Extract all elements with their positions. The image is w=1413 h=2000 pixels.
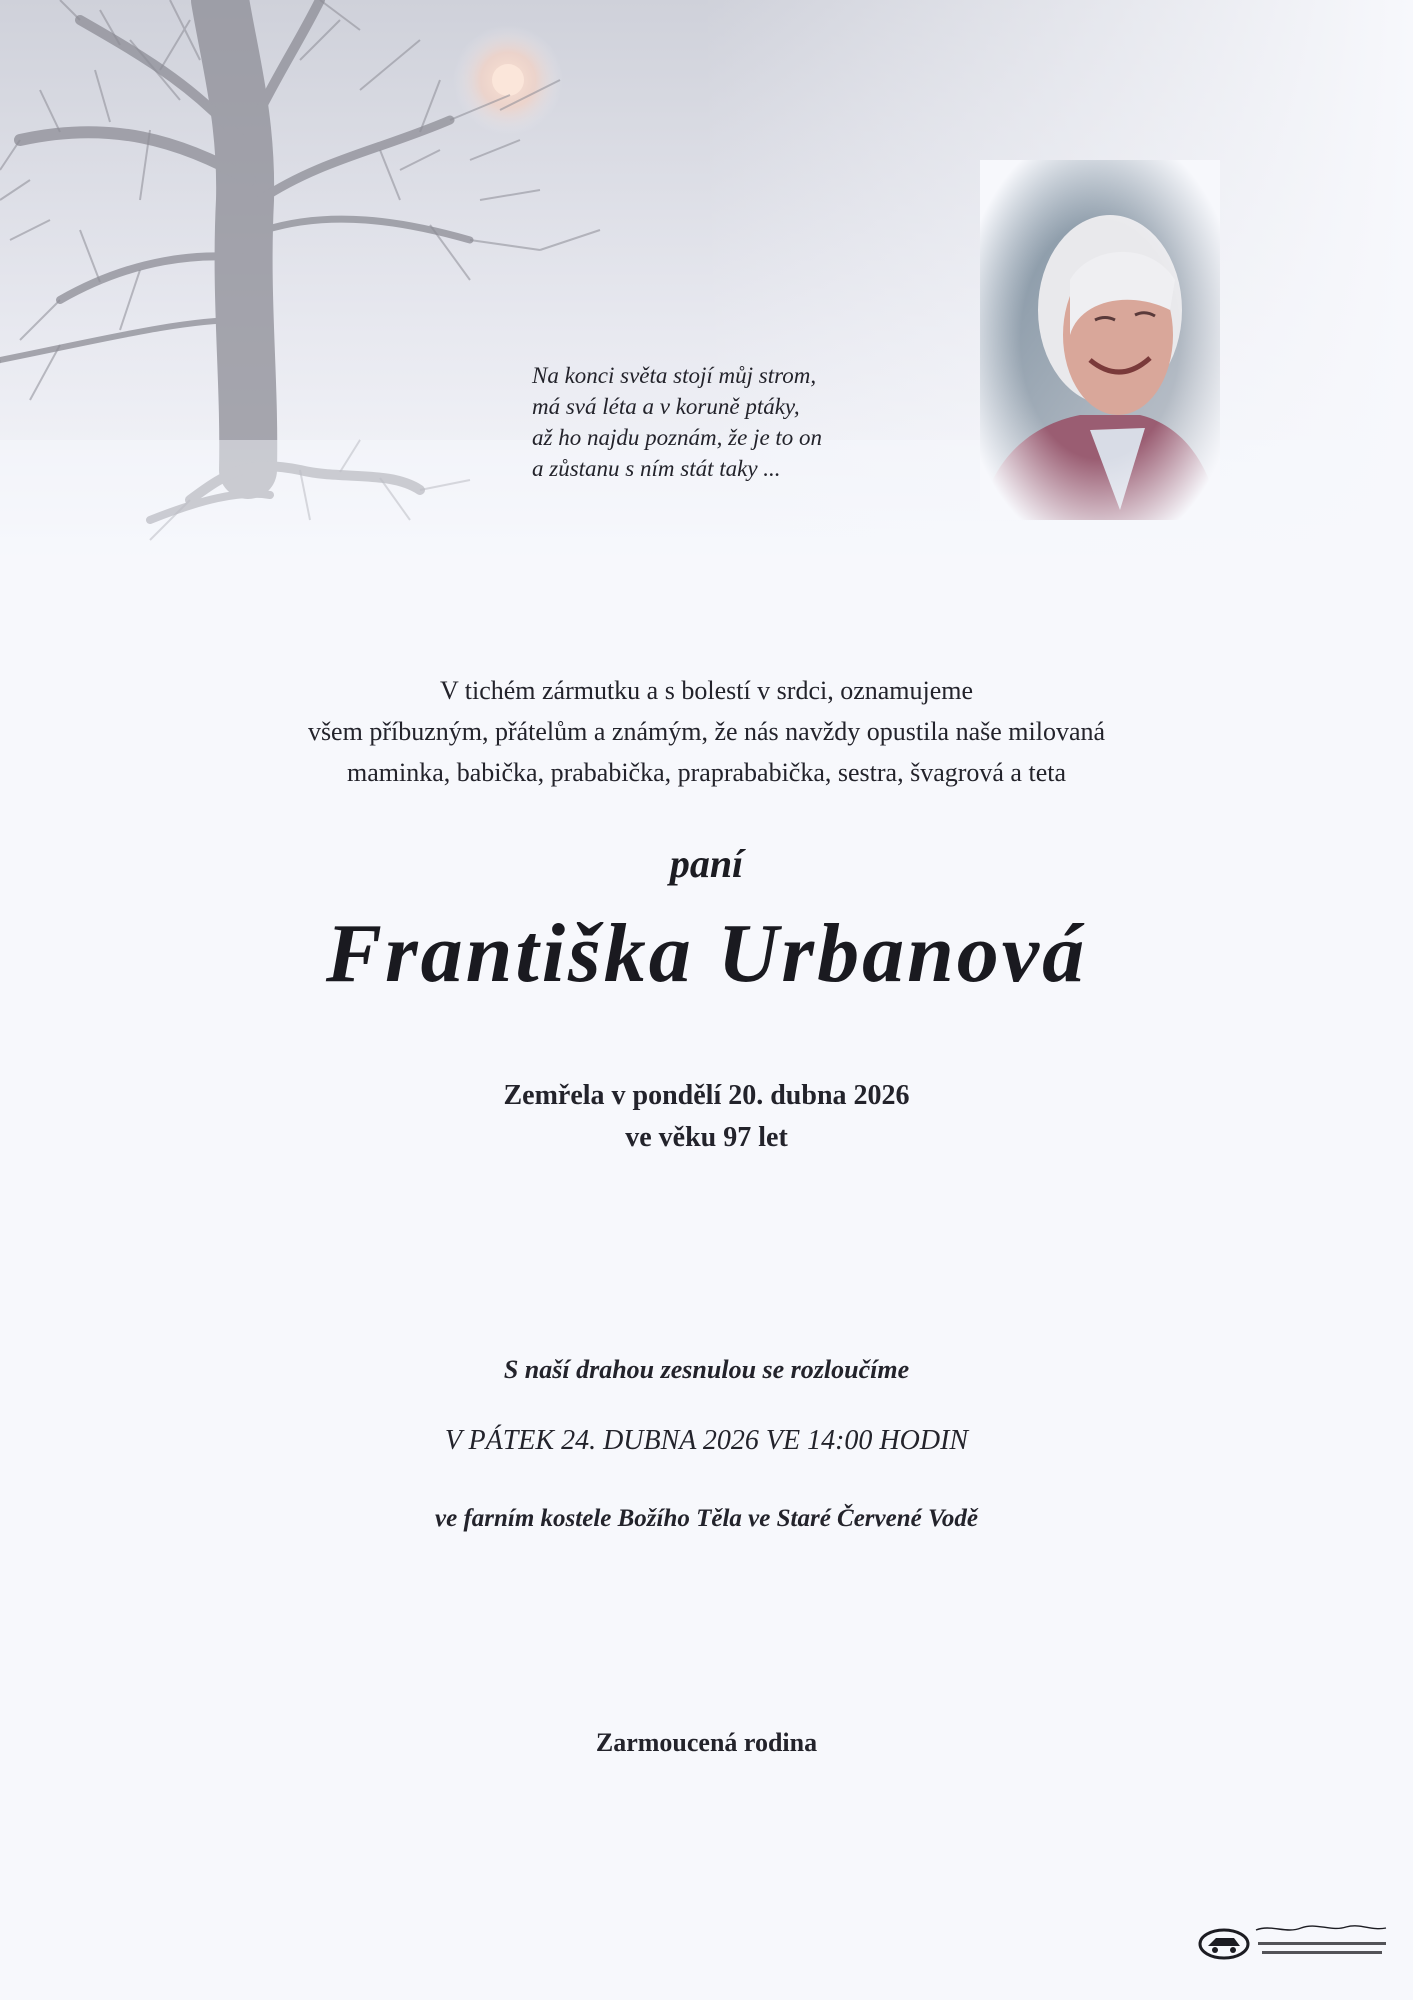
farewell-intro: S naší drahou zesnulou se rozloučíme <box>503 1355 910 1384</box>
announcement-line: V tichém zármutku a s bolestí v srdci, oznamujeme <box>439 676 974 705</box>
poem <box>532 360 952 484</box>
death-age: ve věku 97 let <box>625 1122 788 1153</box>
poem-line: Na konci světa stojí můj strom, <box>532 363 817 388</box>
poem-line: až ho najdu poznám, že je to on <box>532 425 823 450</box>
poem-line: má svá léta a v koruně ptáky, <box>532 394 800 419</box>
deceased-name: Františka Urbanová <box>325 907 1088 1000</box>
death-date: Zemřela v pondělí 20. dubna 2026 <box>503 1080 910 1111</box>
announcement-text <box>0 670 1413 793</box>
hearse-logo-icon <box>1200 1930 1248 1958</box>
farewell-datetime: V PÁTEK 24. DUBNA 2026 VE 14:00 HODIN <box>444 1425 969 1456</box>
announcement-line: všem příbuzným, přátelům a známým, že nás navždy opustila naše milovaná <box>307 717 1106 746</box>
signature: Zarmoucená rodina <box>595 1728 818 1757</box>
death-info <box>0 1075 1413 1159</box>
farewell-place: ve farním kostele Božího Těla ve Staré Červené Vodě <box>435 1505 978 1532</box>
poem-line: a zůstanu s ním stát taky ... <box>532 456 781 481</box>
title-word: paní <box>669 841 744 886</box>
portrait-photo <box>970 160 1230 520</box>
funeral-service-stamp <box>1196 1920 1396 1970</box>
announcement-line: maminka, babička, prababička, praprababička, sestra, švagrová a teta <box>347 758 1066 787</box>
